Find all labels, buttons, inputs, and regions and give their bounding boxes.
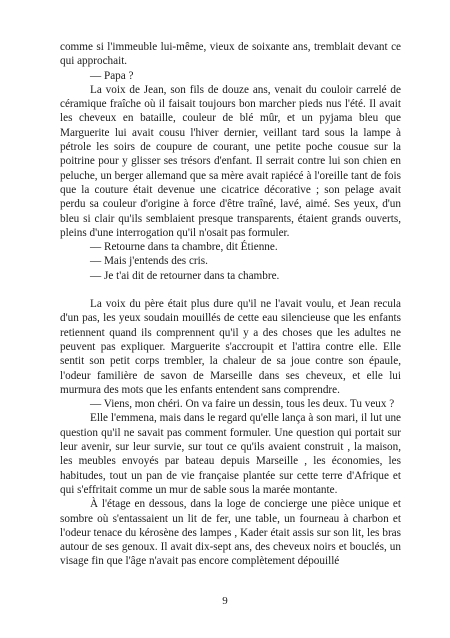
paragraph: La voix de Jean, son fils de douze ans, venait du couloir carrelé de céramique fraîche où il faisait toujours bon marcher pieds nus l'été. Il avait les cheveux en bataille, couleur de blé mûr, et un pyjama bleu que Marguerite lui avait cousu l'hiver dernier, veillant tard sous la lampe à pétrole les soirs de coupure de courant, une petite poche cousue sur la poitrine pour y glisser ses trésors d'enfant. Il serrait contre lui son chien en peluche, un berger allemand que sa mère avait rapiécé à l'oreille tant de fois que la couture était devenue une cicatrice décorative ; son pelage avait perdu sa couleur d'origine à force d'être traîné, lavé, aimé. Ses yeux, d'un bleu si clair qu'ils semblaient presque transparents, étaient grands ouverts, pleins d'une interrogation qu'il n'osait pas formuler.	[60, 83, 401, 239]
dialogue-line: — Papa ?	[90, 69, 134, 82]
dialogue-line: — Retourne dans ta chambre, dit Étienne.	[90, 241, 278, 254]
page-number: 9	[222, 595, 228, 607]
body-text	[60, 40, 401, 569]
paragraph: Elle l'emmena, mais dans le regard qu'elle lança à son mari, il lut une question qu'il ne savait pas comment formuler. Une question qui portait sur leur avenir, sur leur survie, sur tout ce qu'ils avaient construit , la maison, les meubles envoyés par bateau depuis Marseille , les économies, les habitudes, tout un pan de vie française plantée sur cette terre d'Afrique et qui s'effritait comme un mur de sable sous la marée montante.	[60, 412, 401, 496]
paragraph: comme si l'immeuble lui-même, vieux de soixante ans, tremblait devant ce qui approchait.	[60, 41, 401, 68]
paragraph: À l'étage en dessous, dans la loge de concierge une pièce unique et sombre où s'entassaient un lit de fer, une table, un fourneau à charbon et l'odeur tenace du kérosène des lampes , Kader était assis sur son lit, les bras autour de ses genoux. Il avait dix-sept ans, des cheveux noirs et bouclés, un visage fin que l'âge n'avait pas encore complètement dépouillé	[60, 498, 401, 568]
dialogue-line: — Viens, mon chéri. On va faire un dessin, tous les deux. Tu veux ?	[90, 398, 395, 411]
dialogue-line: — Je t'ai dit de retourner dans ta chambre.	[90, 269, 280, 282]
paragraph: La voix du père était plus dure qu'il ne l'avait voulu, et Jean recula d'un pas, les yeux soudain mouillés de cette eau silencieuse que les enfants retiennent quand ils comprennent qu'il y a des choses que les adultes ne peuvent pas expliquer. Marguerite s'accroupit et l'attira contre elle. Elle sentit son petit corps trembler, la chaleur de sa joue contre son épaule, l'odeur familière de savon de Marseille dans ses cheveux, et elle lui murmura des mots que les enfants entendent sans comprendre.	[60, 298, 401, 396]
dialogue-line: — Mais j'entends des cris.	[90, 255, 208, 268]
